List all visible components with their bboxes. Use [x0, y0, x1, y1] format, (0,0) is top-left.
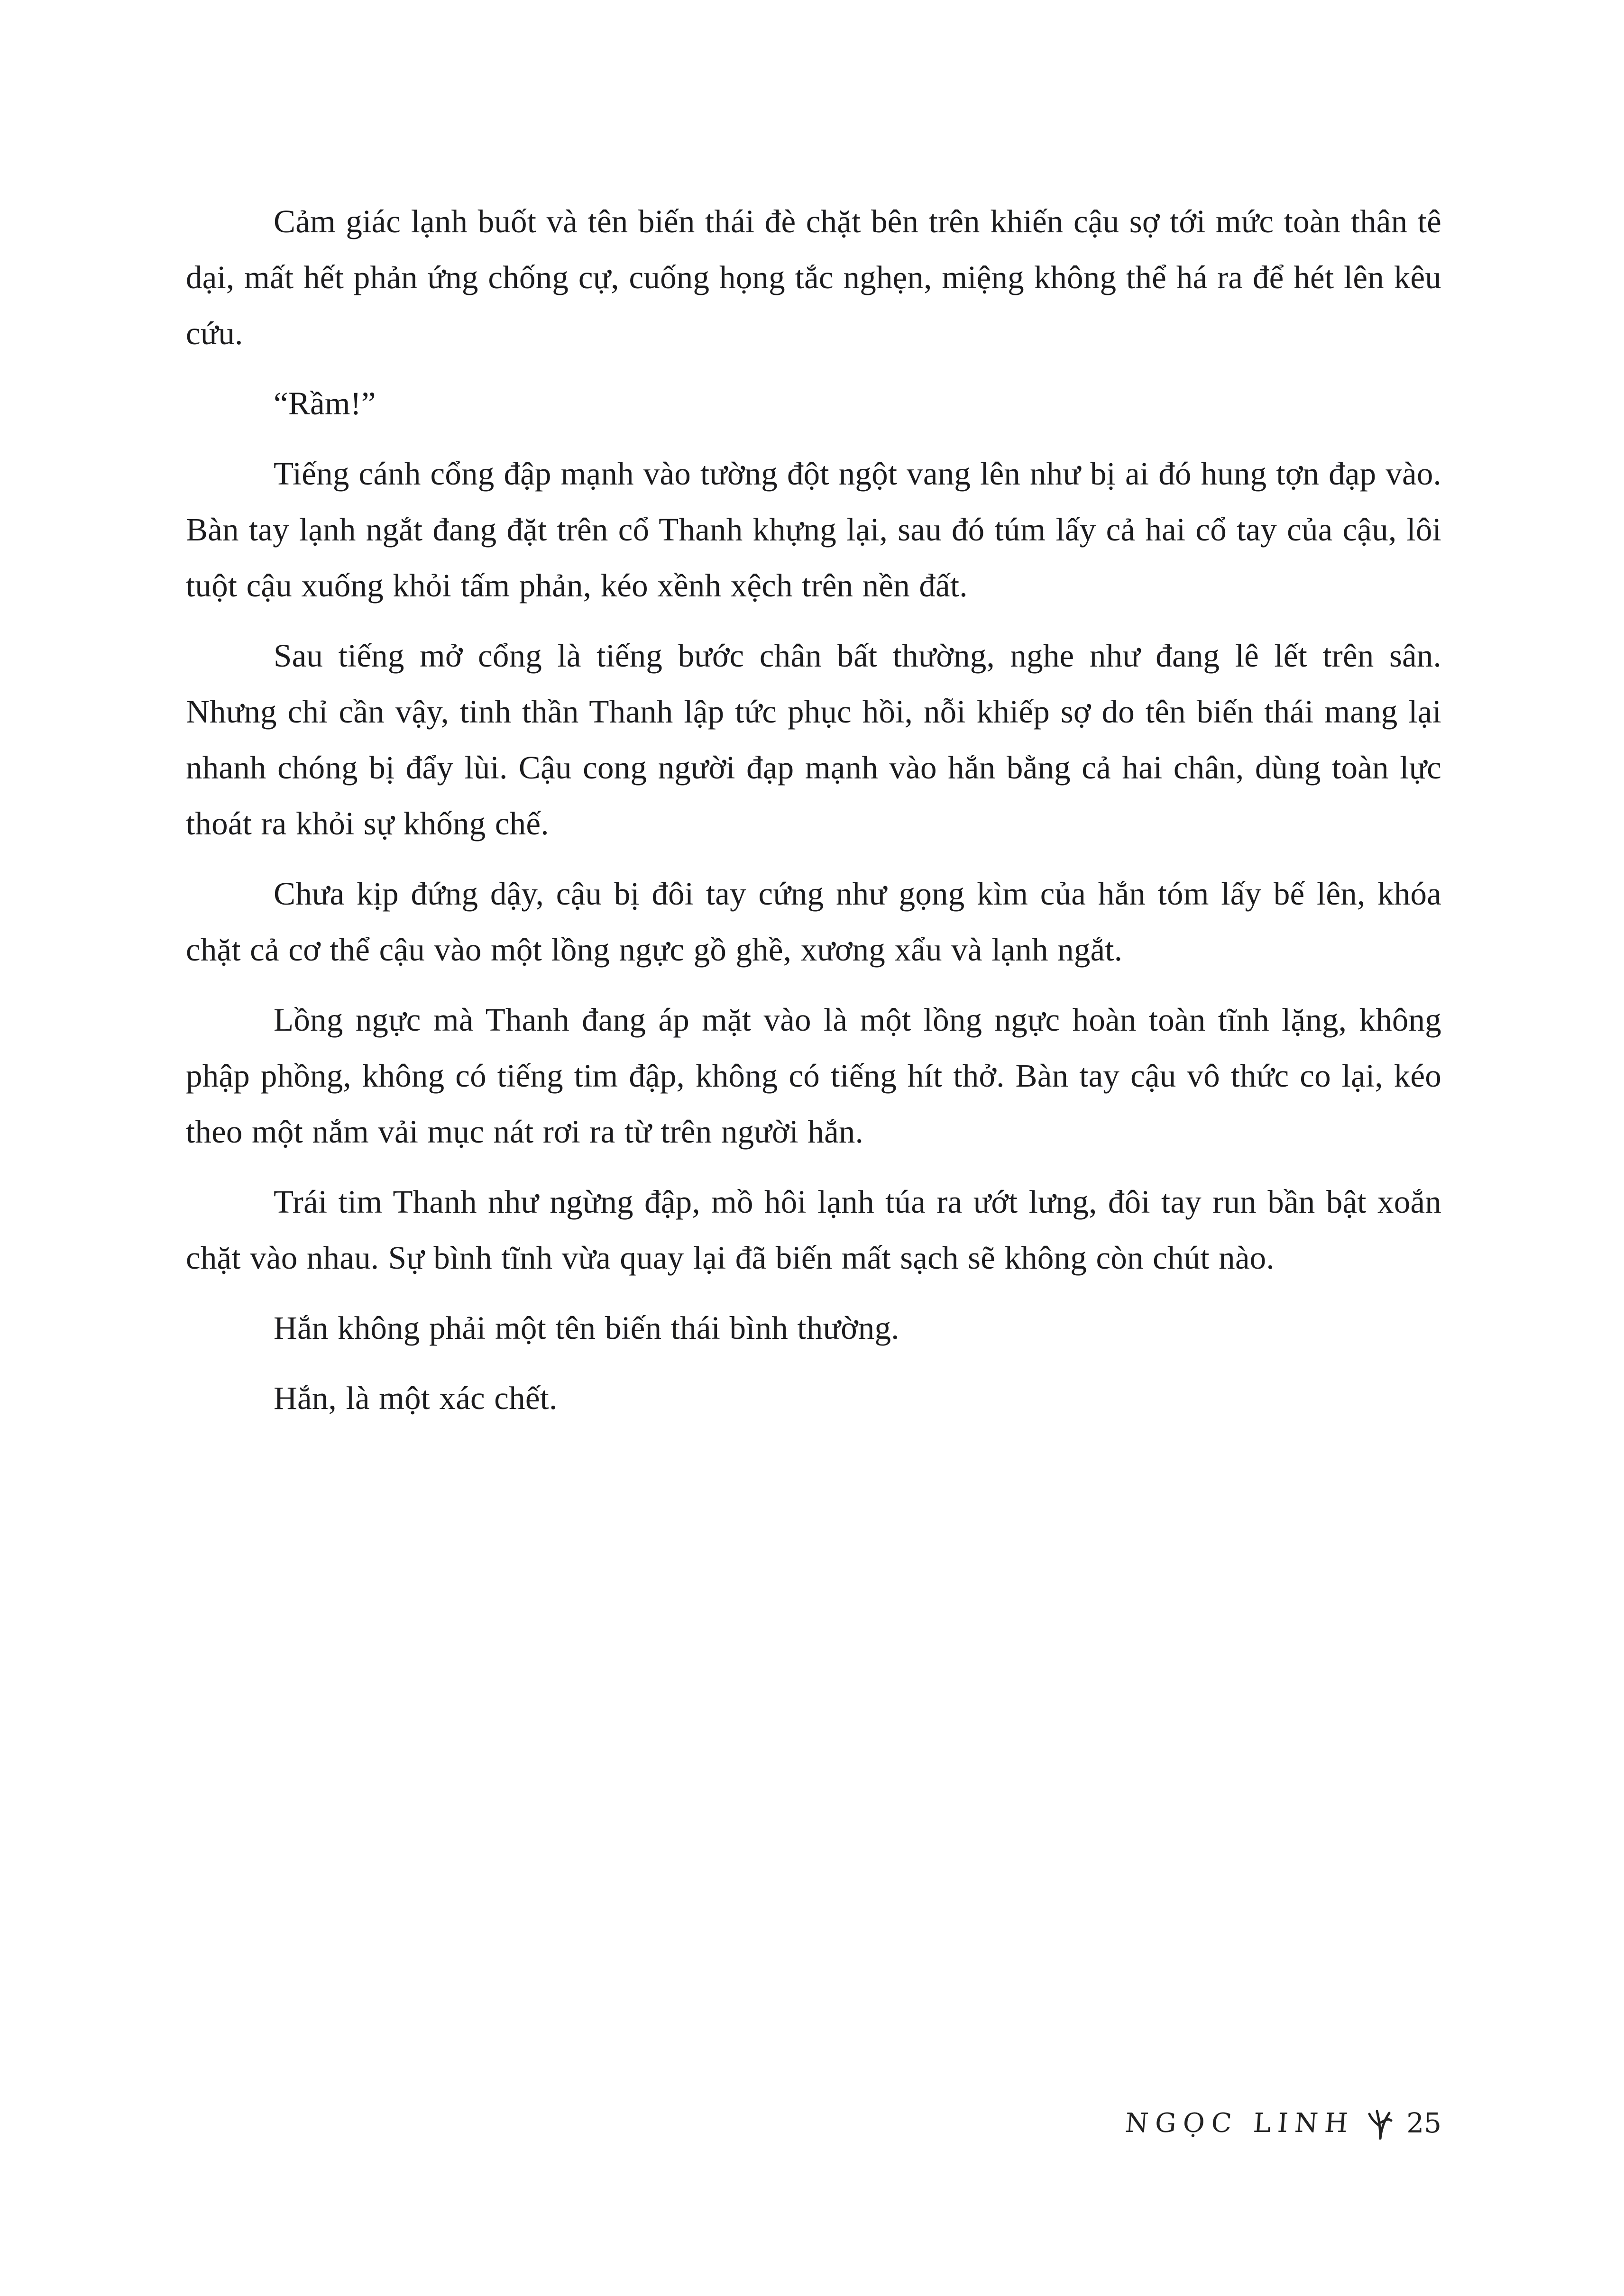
paragraph: Sau tiếng mở cổng là tiếng bước chân bất thường, nghe như đang lê lết trên sân. Nhưng chỉ cần vậy, tinh thần Thanh lập tức phục hồi, nỗi khiếp sợ do tên biến thái mang lại nhanh chóng bị đẩy lùi. Cậu cong người đạp mạnh vào hắn bằng cả hai chân, dùng toàn lực thoát ra khỏi sự khống chế. — [186, 638, 1441, 842]
paragraph: Trái tim Thanh như ngừng đập, mồ hôi lạnh túa ra ướt lưng, đôi tay run bần bật xoắn chặt vào nhau. Sự bình tĩnh vừa quay lại đã biến mất sạch sẽ không còn chút nào. — [186, 1184, 1441, 1276]
paragraph: Hắn, là một xác chết. — [274, 1380, 558, 1416]
paragraph: Cảm giác lạnh buốt và tên biến thái đè chặt bên trên khiến cậu sợ tới mức toàn thân tê dại, mất hết phản ứng chống cự, cuống họng tắc nghẹn, miệng không thể há ra để hét lên kêu cứu. — [186, 203, 1441, 351]
paragraph: Lồng ngực mà Thanh đang áp mặt vào là một lồng ngực hoàn toàn tĩnh lặng, không phập phồng, không có tiếng tim đập, không có tiếng hít thở. Bàn tay cậu vô thức co lại, kéo theo một nắm vải mục nát rơi ra từ trên người hắn. — [186, 1002, 1441, 1150]
paragraph: Hắn không phải một tên biến thái bình thường. — [274, 1310, 899, 1346]
page-number: 25 — [1406, 2107, 1441, 2139]
author-name: NGỌC LINH — [1124, 2107, 1356, 2139]
plant-sprout-icon — [1367, 2106, 1394, 2140]
paragraph: Tiếng cánh cổng đập mạnh vào tường đột ngột vang lên như bị ai đó hung tợn đạp vào. Bàn tay lạnh ngắt đang đặt trên cổ Thanh khựng lại, sau đó túm lấy cả hai cổ tay của cậu, lôi tuột cậu xuống khỏi tấm phản, kéo xềnh xệch trên nền đất. — [186, 456, 1441, 604]
page-body — [186, 193, 1441, 1426]
page-footer — [1125, 2106, 1441, 2140]
paragraph: Chưa kịp đứng dậy, cậu bị đôi tay cứng như gọng kìm của hắn tóm lấy bế lên, khóa chặt cả cơ thể cậu vào một lồng ngực gồ ghề, xương xẩu và lạnh ngắt. — [186, 876, 1441, 968]
paragraph: “Rầm!” — [274, 385, 376, 421]
